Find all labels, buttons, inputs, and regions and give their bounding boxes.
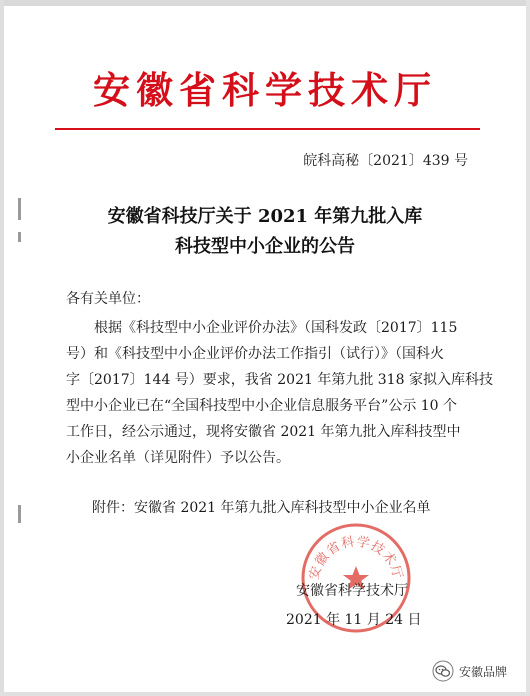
wechat-icon bbox=[432, 660, 454, 682]
binding-mark bbox=[18, 505, 21, 523]
document-title-line-1: 安徽省科技厅关于 2021 年第九批入库 bbox=[107, 206, 423, 227]
wechat-watermark bbox=[432, 660, 507, 682]
document-title-line-2: 科技型中小企业的公告 bbox=[175, 236, 355, 257]
body-line: 根据《科技型中小企业评价办法》（国科发政〔2017〕115 bbox=[66, 320, 458, 336]
letterhead-title: 安徽省科学技术厅 bbox=[93, 68, 437, 112]
body-line: 号）和《科技型中小企业评价办法工作指引（试行）》（国科火 bbox=[66, 346, 444, 362]
scan-edge-top bbox=[0, 0, 530, 6]
seal-text: 安徽省科学技术厅 bbox=[306, 534, 406, 582]
letterhead-rule bbox=[55, 128, 480, 130]
body-line: 工作日，经公示通过，现将安徽省 2021 年第九批入库科技型中 bbox=[66, 424, 461, 440]
salutation: 各有关单位： bbox=[66, 291, 150, 307]
watermark-text: 安徽品牌 bbox=[459, 664, 508, 679]
body-line: 型中小企业已在“全国科技型中小企业信息服务平台”公示 10 个 bbox=[66, 398, 458, 414]
document-number: 皖科高秘〔2021〕439 号 bbox=[303, 153, 468, 169]
issuer-signature: 安徽省科学技术厅 bbox=[296, 583, 408, 599]
attachment-note: 附件：安徽省 2021 年第九批入库科技型中小企业名单 bbox=[92, 500, 431, 516]
body-line: 字〔2017〕144 号）要求，我省 2021 年第九批 318 家拟入库科技 bbox=[66, 372, 493, 388]
body-line: 小企业名单（详见附件）予以公告。 bbox=[66, 450, 290, 466]
issue-date: 2021 年 11 月 24 日 bbox=[286, 612, 422, 628]
scan-edge-bottom bbox=[0, 692, 530, 696]
